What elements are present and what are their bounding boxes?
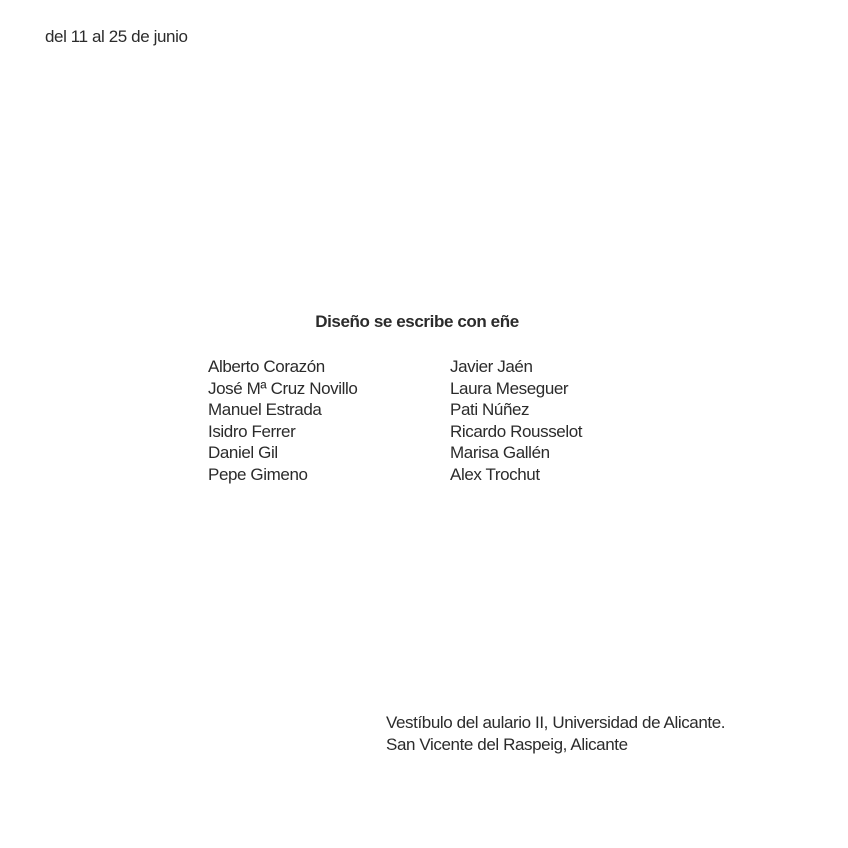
designer-name: Alex Trochut [450,464,540,484]
designer-name: Javier Jaén [450,357,533,376]
designers-list-right [450,356,582,485]
designers-list-left [208,356,357,485]
designer-name: Pepe Gimeno [208,464,308,484]
exhibition-title: Diseño se escribe con eñe [315,312,519,331]
designer-name: José Mª Cruz Novillo [208,378,358,398]
venue-line-1: Vestíbulo del aulario II, Universidad de Alicante. [386,713,726,732]
designer-name: Ricardo Rousselot [450,421,583,441]
designer-name: Daniel Gil [208,443,278,462]
designer-name: Laura Meseguer [450,378,569,398]
designer-name: Pati Núñez [450,400,530,419]
venue-line-2: San Vicente del Raspeig, Alicante [386,735,628,754]
designer-name: Marisa Gallén [450,443,550,462]
designer-name: Isidro Ferrer [208,421,296,441]
venue-address [386,712,725,756]
designer-name: Manuel Estrada [208,400,322,419]
event-dates: del 11 al 25 de junio [45,27,188,46]
designer-name: Alberto Corazón [208,357,325,376]
